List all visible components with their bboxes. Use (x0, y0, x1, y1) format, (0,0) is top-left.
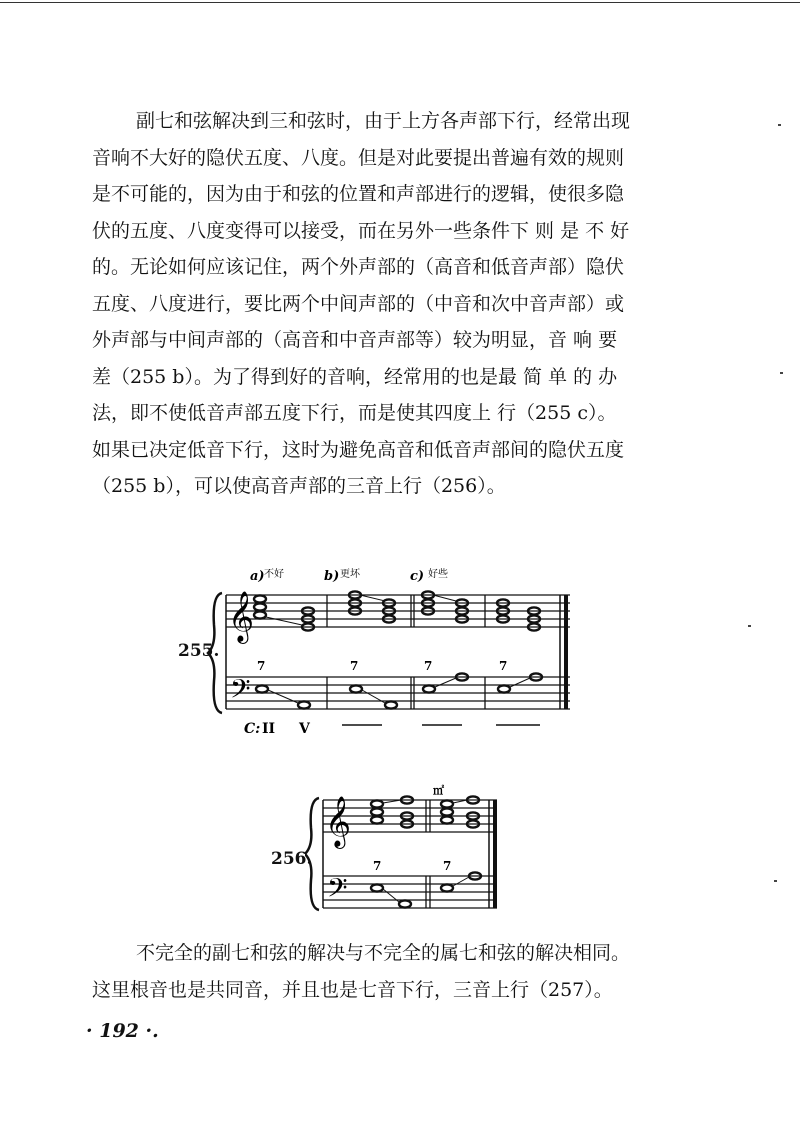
music-example-256 (305, 780, 505, 920)
text-line: 这里根音也是共同音，并且也是七音下行，三音上行（257）。 (92, 978, 613, 1001)
text-line: 音响不大好的隐伏五度、八度。但是对此要提出普遍有效的规则 (92, 146, 625, 169)
bass-lines (268, 678, 530, 703)
figure-7: 7 (424, 659, 433, 673)
brace (305, 798, 319, 910)
music-example-255 (200, 565, 580, 735)
annotation-better: 好些 (428, 569, 448, 580)
annotation-bad: 不好 (264, 569, 284, 580)
annotation-worse: 更坏 (340, 569, 360, 580)
scan-speck (774, 880, 777, 882)
annotation-b: b) (324, 569, 340, 584)
bass-notes (256, 673, 542, 708)
text-line: 外声部与中间声部的（高音和中音声部等）较为明显，音 响 要 (92, 329, 618, 351)
paragraph-1 (92, 103, 692, 505)
text-line: 五度、八度进行，要比两个中间声部的（中音和次中音声部）或 (92, 292, 625, 315)
treble-staff (226, 595, 570, 627)
text-line: 法，即不使低音声部五度下行，而是使其四度上 行（255 c）。 (92, 402, 617, 424)
paragraph-2 (92, 935, 692, 1008)
figure-7: 7 (373, 859, 382, 873)
figure-7: 7 (499, 659, 508, 673)
scan-speck (748, 625, 751, 627)
roman-V: V (299, 721, 310, 735)
scan-speck (780, 372, 783, 374)
example-256-number: 256. (271, 849, 313, 869)
annotation-a: a) (250, 569, 265, 584)
bass-clef: 𝄢 (230, 673, 251, 711)
text-line: 是不可能的，因为由于和弦的位置和声部进行的逻辑，使很多隐 (92, 183, 625, 205)
brace (208, 593, 222, 713)
text-line: 副七和弦解决到三和弦时，由于上方各声部下行，经常出现 (136, 110, 631, 132)
text-line: （255 b），可以使高音声部的三音上行（256）。 (92, 475, 506, 497)
roman-II: II (262, 721, 276, 735)
treble-clef: 𝄞 (228, 591, 255, 642)
annotation-c: c) (410, 569, 425, 584)
text-line: 伏的五度、八度变得可以接受，而在另外一些条件下 则 是 不 好 (92, 219, 630, 242)
text-line: 的。无论如何应该记住，两个外声部的（高音和低音声部）隐伏 (92, 256, 625, 278)
figure-7: 7 (443, 859, 452, 873)
figure-7: 7 (257, 659, 266, 673)
fermata-mark: ㎡ (433, 784, 444, 797)
text-line: 不完全的副七和弦的解决与不完全的属七和弦的解决相同。 (136, 942, 631, 964)
top-rule (0, 2, 800, 3)
figure-7: 7 (350, 659, 359, 673)
text-line: 差（255 b）。为了得到好的音响，经常用的也是最 简 单 的 办 (92, 365, 618, 388)
scan-speck (778, 124, 781, 126)
bass-clef: 𝄢 (327, 872, 348, 910)
text-line: 如果已决定低音下行，这时为避免高音和低音声部间的隐伏五度 (92, 438, 625, 461)
example-255-number: 255. (178, 641, 220, 661)
treble-clef: 𝄞 (325, 796, 352, 847)
key-label: C: (244, 721, 261, 735)
page-number: · 192 ·. (86, 1020, 159, 1042)
